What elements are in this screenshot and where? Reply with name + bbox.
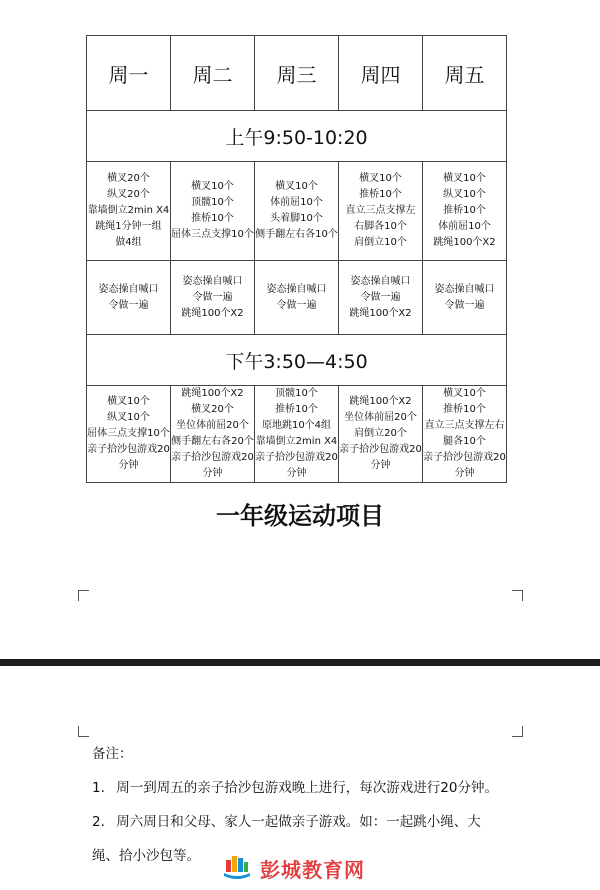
activity-line: 腿各10个 — [443, 436, 486, 447]
activity-line: 跳绳100个X2 — [433, 237, 496, 248]
activity-cell — [171, 386, 255, 483]
activity-line: 跳绳100个X2 — [349, 396, 412, 407]
activity-cell — [171, 261, 255, 335]
activity-line: 姿态操自喊口 — [350, 275, 411, 287]
activity-line: 亲子拾沙包游戏20 — [87, 444, 170, 455]
page-corner-mark — [512, 726, 523, 737]
activity-line: 屈体三点支撑10个 — [171, 229, 254, 240]
activity-line: 直立三点支撑左右 — [424, 420, 505, 431]
activity-line: 坐位体前屈20个 — [344, 412, 417, 423]
activity-line: 姿态操自喊口 — [182, 275, 243, 287]
activity-line: 跳绳100个X2 — [349, 307, 412, 319]
activity-line: 分钟 — [370, 460, 391, 471]
note-item — [92, 810, 562, 830]
activity-line: 推桥10个 — [443, 404, 486, 415]
page-corner-mark — [78, 726, 89, 737]
activity-line: 亲子拾沙包游戏20 — [423, 452, 506, 463]
activity-line: 横叉10个 — [443, 388, 486, 399]
day-header: 周一 — [87, 36, 171, 111]
activity-cell — [255, 386, 339, 483]
activity-line: 头着脚10个 — [270, 213, 323, 224]
activity-line: 亲子拾沙包游戏20 — [171, 452, 254, 463]
watermark-logo — [222, 852, 387, 884]
activity-cell — [171, 162, 255, 261]
activity-line: 分钟 — [454, 468, 475, 479]
activity-cell — [423, 386, 507, 483]
note-number: 1. — [92, 780, 105, 796]
activity-cell — [423, 162, 507, 261]
activity-line: 跳绳100个X2 — [181, 307, 244, 319]
activity-cell — [87, 386, 171, 483]
activity-line: 横叉10个 — [107, 396, 150, 407]
activity-line: 原地跳10个4组 — [261, 420, 332, 431]
activity-line: 做4组 — [115, 237, 142, 248]
day-header: 周四 — [339, 36, 423, 111]
page-corner-mark — [78, 590, 89, 601]
activity-line: 令做一遍 — [276, 299, 317, 311]
day-header-row — [87, 36, 507, 111]
posture-activity-row — [87, 261, 507, 335]
activity-cell — [339, 162, 423, 261]
activity-line: 顶髋10个 — [191, 197, 234, 208]
activity-line: 亲子拾沙包游戏20 — [255, 452, 338, 463]
activity-line: 纵叉20个 — [107, 189, 150, 200]
note-item — [92, 776, 562, 796]
activity-line: 屈体三点支撑10个 — [87, 428, 170, 439]
schedule-table — [86, 35, 507, 483]
day-header: 周五 — [423, 36, 507, 111]
book-logo-icon — [222, 852, 252, 882]
activity-line: 姿态操自喊口 — [434, 283, 495, 295]
page-corner-mark — [512, 590, 523, 601]
activity-line: 侧手翻左右各10个 — [255, 229, 338, 240]
activity-line: 分钟 — [118, 460, 139, 471]
activity-line: 体前屈10个 — [270, 197, 323, 208]
notes-section — [92, 742, 562, 864]
activity-cell — [339, 386, 423, 483]
activity-line: 推桥10个 — [443, 205, 486, 216]
activity-line: 分钟 — [202, 468, 223, 479]
note-text: 周六周日和父母、家人一起做亲子游戏。如：一起跳小绳、大 — [116, 814, 481, 830]
watermark-text: 彭城教育网 — [260, 858, 365, 882]
activity-line: 亲子拾沙包游戏20 — [339, 444, 422, 455]
activity-line: 肩倒立10个 — [354, 237, 407, 248]
activity-cell — [255, 162, 339, 261]
day-header: 周二 — [171, 36, 255, 111]
activity-line: 右脚各10个 — [354, 221, 407, 232]
activity-line: 推桥10个 — [359, 189, 402, 200]
activity-cell — [255, 261, 339, 335]
activity-line: 横叉10个 — [359, 173, 402, 184]
activity-line: 横叉10个 — [275, 181, 318, 192]
activity-line: 姿态操自喊口 — [98, 283, 159, 295]
activity-line: 体前屈10个 — [438, 221, 491, 232]
note-text: 周一到周五的亲子拾沙包游戏晚上进行，每次游戏进行20分钟。 — [116, 780, 498, 796]
activity-line: 跳绳1分钟一组 — [95, 221, 162, 232]
activity-line: 令做一遍 — [192, 291, 233, 303]
activity-line: 肩倒立20个 — [354, 428, 407, 439]
afternoon-time-label: 下午3:50—4:50 — [87, 335, 507, 386]
activity-line: 横叉10个 — [191, 181, 234, 192]
activity-cell — [87, 261, 171, 335]
page-separator — [0, 659, 600, 666]
notes-heading: 备注： — [92, 746, 133, 762]
activity-line: 令做一遍 — [444, 299, 485, 311]
activity-line: 姿态操自喊口 — [266, 283, 327, 295]
activity-line: 顶髋10个 — [275, 388, 318, 399]
activity-line: 直立三点支撑左 — [345, 205, 416, 216]
activity-line: 纵叉10个 — [107, 412, 150, 423]
activity-cell — [339, 261, 423, 335]
note-text-continued: 绳、拾小沙包等。 — [92, 848, 200, 864]
activity-line: 靠墙倒立2min X4 — [87, 205, 170, 216]
activity-cell — [87, 162, 171, 261]
activity-line: 推桥10个 — [191, 213, 234, 224]
activity-cell — [423, 261, 507, 335]
activity-line: 令做一遍 — [108, 299, 149, 311]
morning-activity-row — [87, 162, 507, 261]
activity-line: 侧手翻左右各20个 — [171, 436, 254, 447]
note-number: 2. — [92, 814, 105, 830]
activity-line: 坐位体前屈20个 — [176, 420, 249, 431]
activity-line: 推桥10个 — [275, 404, 318, 415]
activity-line: 横叉20个 — [191, 404, 234, 415]
activity-line: 横叉10个 — [443, 173, 486, 184]
afternoon-activity-row — [87, 386, 507, 483]
activity-line: 纵叉10个 — [443, 189, 486, 200]
morning-time-label: 上午9:50-10:20 — [87, 111, 507, 162]
document-title: 一年级运动项目 — [216, 502, 384, 530]
activity-line: 横叉20个 — [107, 173, 150, 184]
activity-line: 令做一遍 — [360, 291, 401, 303]
activity-line: 分钟 — [286, 468, 307, 479]
activity-line: 靠墙倒立2min X4 — [255, 436, 338, 447]
day-header: 周三 — [255, 36, 339, 111]
activity-line: 跳绳100个X2 — [181, 388, 244, 399]
